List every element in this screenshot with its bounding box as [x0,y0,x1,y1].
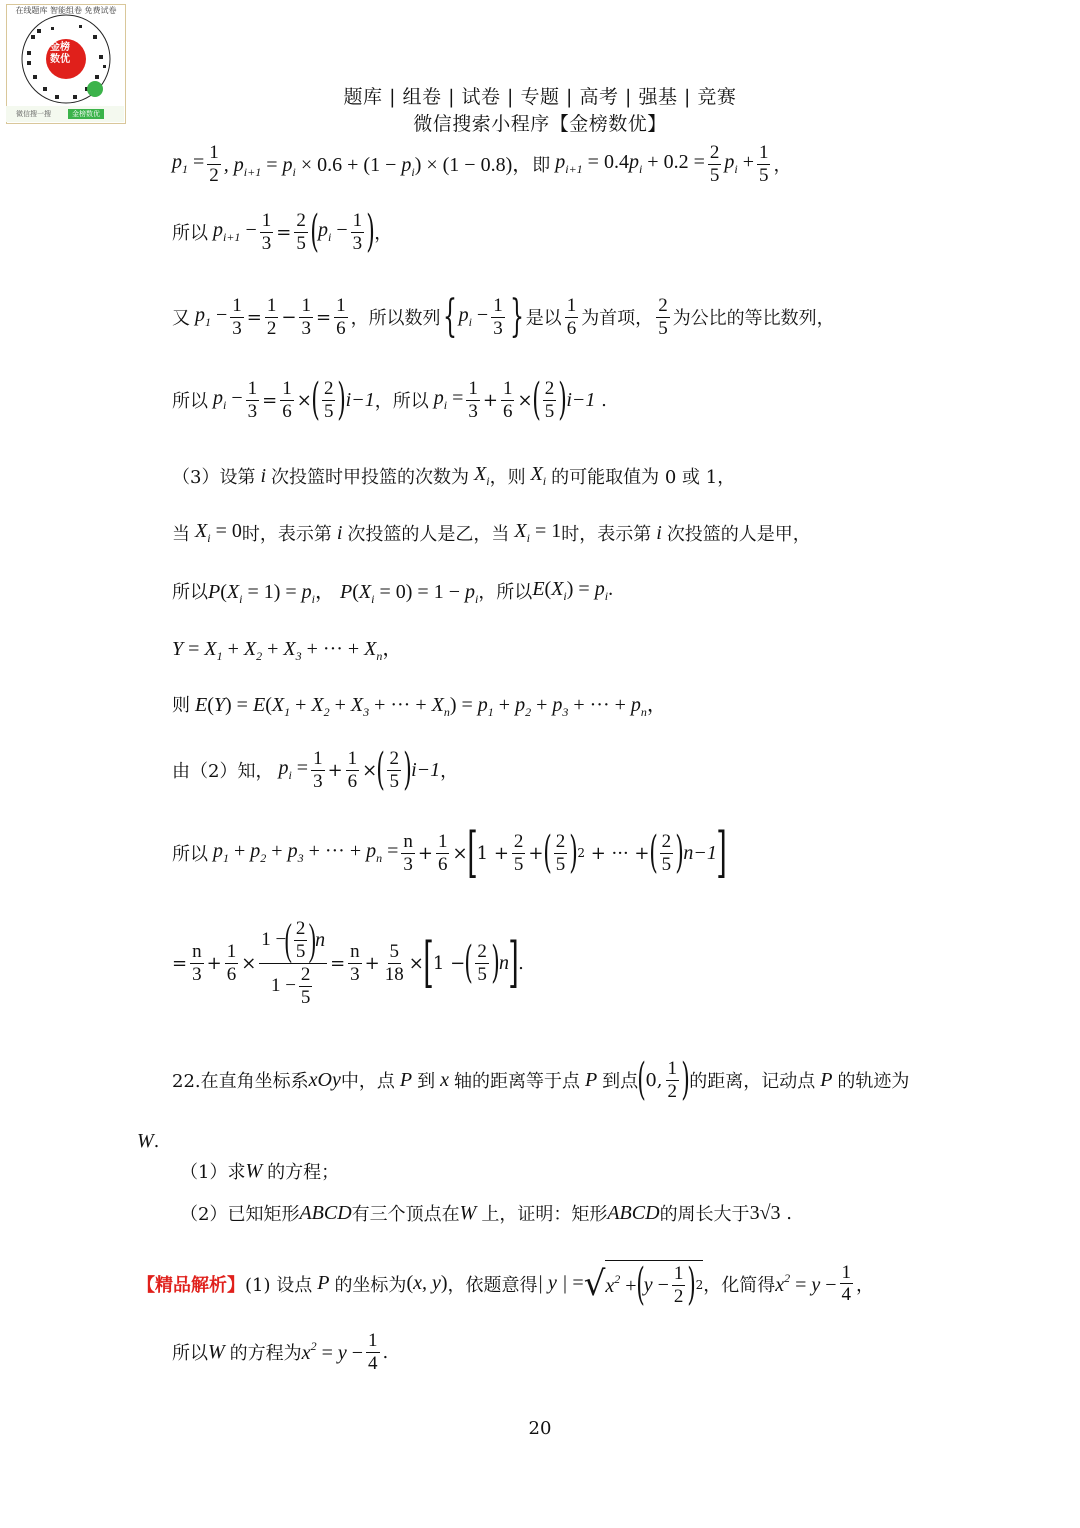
t6a: 当 [172,524,190,545]
q22-part-2: （2）已知矩形 ABCD 有三个顶点在 W 上，证明：矩形 ABCD 的周长大于 3√3 . [180,1201,792,1225]
q22-2a: （2）已知矩形 [180,1204,300,1225]
solution-line-2: 所以 W 的方程为 $x^2 = y$ − $\frac{1}{4}$ . [172,1330,389,1374]
q22-2c: 上，证明：矩形 [481,1204,608,1225]
eq-line-2: 所以 $p_{i+1}$ − $\frac{1}{3}$ = $\frac{2}{5}$ ( $p_i$ − $\frac{1}{3}$ ) ， [172,206,393,258]
text-line-6: 当 $X_i = 0$ 时，表示第 i 次投篮的人是乙，当 $X_i = 1$ 时，表示第 i 次投篮的人是甲， [172,520,811,545]
solution-tag: 【精品解析】 [137,1274,245,1296]
t5b: 次投篮时甲投篮的次数为 [271,467,470,488]
sol-c: ，依题意得 [447,1274,538,1296]
t5a: （3）设第 [172,467,256,488]
text-shulie: 所以数列 [368,308,441,330]
q22-line-2: W . [137,1130,160,1152]
sol-d: ，化简得 [703,1274,776,1296]
eq-line-8: $Y = X_1 + X_2 + X_3$ + ··· + $X_n$， [172,638,403,663]
word-ji: 即 [532,155,551,177]
q22e: 到点 [602,1071,639,1093]
t7mid: ，所以 [478,582,533,603]
text-gongbi: 为公比的等比数列， [672,308,835,330]
header-mini-program: 微信搜索小程序【金榜数优】 [413,113,667,135]
q22g: 的轨迹为 [837,1071,910,1093]
qr-footer-left: 微信搜一搜 [16,110,51,118]
word-suoyi: 所以 [172,582,208,603]
text-line-5: （3）设第 i 次投篮时甲投篮的次数为 $X_i$ ，则 $X_i$ 的可能取值为 0 或 1， [172,463,736,488]
q22b: 中，点 [340,1071,395,1093]
eq-line-3: 又 $p_1$ − $\frac{1}{3}$ = $\frac{1}{2}$ − $\frac{1}{3}$ = $\frac{1}{6}$ ， 所以数列 { $p_i$ − $\frac{1}{3}$ } 是以 $\frac{1}{6}$ 为首项， $\frac{2}{5}$ 为公比的等比数列， [172,291,835,343]
word-you: 又 [172,308,190,330]
sol-a: (1) 设点 [245,1274,313,1296]
text-suoyi: ，所以 [374,391,429,413]
q22f: 的距离，记动点 [689,1071,816,1093]
sol-b: 的坐标为 [334,1274,407,1296]
q22-w: W [137,1130,154,1152]
sol-f: 的方程为 [229,1343,302,1365]
eq-line-10: 由（2）知， $p_i$ = $\frac{1}{3}$ + $\frac{1}{6}$ × ( $\frac{2}{5}$ ) i−1 ， [172,744,459,796]
q22-1b: 的方程； [267,1162,340,1183]
word-suoyi: 所以 [172,844,208,865]
t6e: 次投篮的人是甲， [666,524,811,545]
qr-footer-right: 金榜数优 [68,109,104,119]
t6d: 时，表示第 [561,524,652,545]
sol-e: 所以 [172,1343,208,1365]
q22-1a: （1）求 [180,1162,246,1183]
text-shiyi: 是以 [525,308,562,330]
q22d: 轴的距离等于点 [453,1071,580,1093]
eq-line-4: 所以 $p_i$ − $\frac{1}{3}$ = $\frac{1}{6}$ × ( $\frac{2}{5}$ ) i−1 ，所以 $p_i$ = $\frac{1}{3}$ + $\frac{1}{6}$ × ( $\frac{2}{5}$ ) i−1 . [172,374,607,426]
text-shouxiang: 为首项， [581,308,654,330]
solution-line-1: 【精品解析】 (1) 设点 P 的坐标为 ( x, y ) ，依题意得 | y | = √ $x^2$ + ( y − $\frac{1}{2}$ ) 2 ，化简得 $x^2 = y$ − $\frac{1}{4}$ ， [137,1259,875,1311]
t5d: 的可能取值为 0 或 1， [551,467,736,488]
word-suoyi: 所以 [172,391,208,413]
q22-part-1: （1）求 W 的方程； [180,1159,340,1183]
header-nav: 题库 | 组卷 | 试卷 | 专题 | 高考 | 强基 | 竞赛 [343,86,737,108]
q22a: 22.在直角坐标系 [172,1071,309,1093]
t6b: 时，表示第 [241,524,332,545]
q22-line-1: 22.在直角坐标系 xOy 中，点 P 到 x 轴的距离等于点 P 到点 ( 0, $\frac{1}{2}$ ) 的距离，记动点 P 的轨迹为 [172,1054,910,1106]
eq-line-9: 则 $E(Y) = E(X_1 + X_2 + X_3$ + ··· + $X_n) = p_1 + p_2 + p_3$ + ··· + $p_n$， [172,688,667,720]
page-number: 20 [528,1418,552,1439]
qr-center-label: 金榜 数优 [50,42,70,65]
eq-line-11: 所以 $p_1 + p_2 + p_3$ + ··· + $p_n$ = $\frac{n}{3}$ + $\frac{1}{6}$ × [ 1 + $\frac{2}{5}$ + ( $\frac{2}{5}$ ) 2 + ··· + ( $\frac{2}{5}$ ) n−1 ] [172,821,727,884]
eq-line-12: = $\frac{n}{3}$ + $\frac{1}{6}$ × 1 − ( $\frac{2}{5}$ ) n 1 − $\frac{2}{5}$ = $\frac{n}{3}$ + $\frac{5}{18}$ × [ 1 − ( $\frac{2}{5}$ ) n ] . [172,915,524,1008]
q22c: 到 [417,1071,436,1093]
word-you2: 由（2）知， [172,761,274,783]
eq-line-7: 所以 $P(X_i = 1) = p_i$， $P(X_i = 0) = 1 - p_i$ ，所以 $E(X_i) = p_i$. [172,578,614,606]
q22-2b: 有三个顶点在 [351,1204,460,1225]
eq-line-1: $p_1$ = $\frac{1}{2}$ , $p_{i+1} = p_i \times 0.6 + (1 - p_i) \times (1 - 0.8)$， 即 $p_{i+1} = 0.4p_i + 0.2$ = $\frac{2}{5}$ $p_i$ + $\frac{1}{5}$ ， [172,142,792,186]
t5c: ，则 [489,467,526,488]
word-ze: 则 [172,695,190,716]
q22-2d: 的周长大于 [659,1204,750,1225]
t6c: 次投篮的人是乙，当 [347,524,510,545]
word-suoyi: 所以 [172,223,208,245]
qr-ring-text: 在线题库 智能组卷 免费试卷 [15,6,117,15]
